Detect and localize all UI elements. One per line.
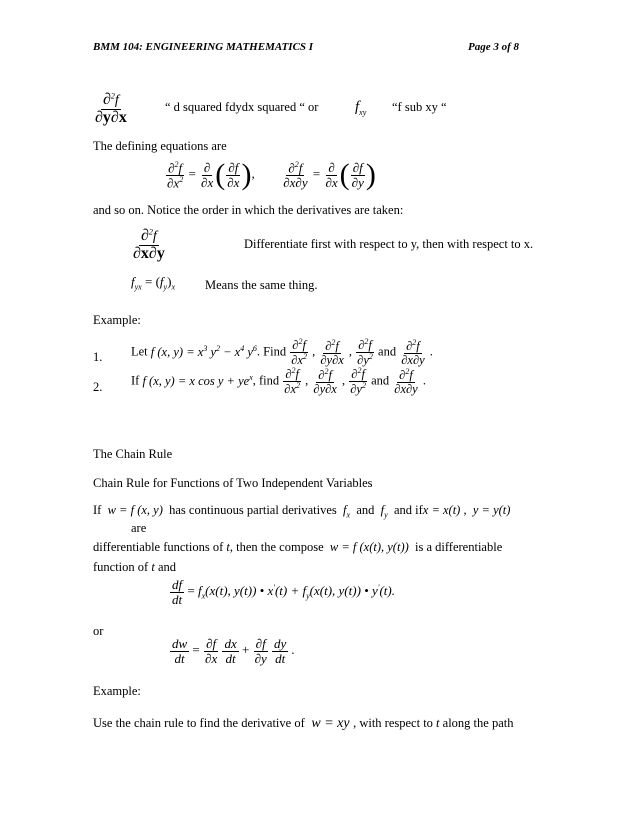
chain-rule-subtitle: Chain Rule for Functions of Two Independent Variables bbox=[93, 476, 373, 490]
chain-rule-formula-1: $\frac{df}{dt}$ = $f_x(x(t)$, y(t)) • $x'(t) + f_y(x(t)$, y(t)) • y'(t). bbox=[172, 577, 395, 607]
or-text: or bbox=[93, 624, 104, 638]
course-header: BMM 104: ENGINEERING MATHEMATICS I bbox=[93, 41, 314, 53]
differentiate-first-note: Differentiate first with respect to y, then with respect to x. bbox=[244, 237, 534, 251]
chain-example-line: Use the chain rule to find the derivative of w = xy , with respect to t along the path bbox=[93, 716, 514, 731]
page-number: Page 3 of 8 bbox=[468, 41, 520, 53]
fxy-symbol: $f_{xy}$ bbox=[355, 99, 367, 117]
order-note: and so on. Notice the order in which the derivatives are taken: bbox=[93, 203, 404, 217]
example-heading-2: Example: bbox=[93, 684, 141, 698]
defining-equations: $\frac{\partial^2f}{\partial x^2}$ = $\frac{\partial}{\partial x}$ ( $\frac{\partial f}{\partial x}$ ), $\frac{\partial^2f}{\partial x\partial y}$ = $\frac{\partial}{\partial x}$ ( $\frac{\partial f}{\partial y}$ ) bbox=[167, 158, 376, 191]
means-same-note: Means the same thing. bbox=[205, 278, 318, 292]
example-item-2: If f (x, y) = x $\cos y + ye^x$, find $\frac{\partial^2f}{\partial x^2}$ , $\frac{\partial^2f}{\partial y\partial x}$ , $\frac{\partial^2f}{\partial y^2}$ and $\frac{\partial^2f}{\partial x\partial y}$ . bbox=[131, 366, 426, 397]
intro-reading: “ d squared fdydx squared “ or bbox=[165, 100, 319, 114]
chain-paragraph-are: are bbox=[131, 521, 147, 535]
d2f-dydx-fraction: $\frac{\partial^2f}{\partial y\partial x}$ bbox=[95, 91, 127, 126]
chain-paragraph-line-1: If w = f (x, y) has continuous partial derivatives $f_x$ and $f_y$ and ifx = x(t) , y = y(t) bbox=[93, 503, 511, 520]
d2f-dxdy-fraction: $\frac{\partial^2f}{\partial x\partial y}$ bbox=[133, 227, 165, 262]
chain-paragraph-line-3: function of t and bbox=[93, 560, 176, 574]
defining-text: The defining equations are bbox=[93, 139, 227, 153]
chain-rule-title: The Chain Rule bbox=[93, 447, 173, 461]
chain-rule-formula-2: $\frac{dw}{dt}$ = $\frac{\partial f}{\partial x}$ $\frac{dx}{dt}$ + $\frac{\partial f}{\partial y}$ $\frac{dy}{dt}$ . bbox=[172, 636, 295, 666]
example-item-1: Let f (x, $y) = x^3$ $y^2 - x^4$ $y^6$. Find $\frac{\partial^2f}{\partial x^2}$ , $\frac{\partial^2f}{\partial y\partial x}$ , $\frac{\partial^2f}{\partial y^2}$ and $\frac{\partial^2f}{\partial x\partial y}$ . bbox=[131, 337, 433, 368]
fsub-reading: “f sub xy “ bbox=[392, 100, 447, 114]
fyx-equation: $f_{yx} = (f_y)_x$ bbox=[131, 274, 175, 292]
example-heading-1: Example: bbox=[93, 313, 141, 327]
example-item-2-number: 2. bbox=[93, 380, 103, 394]
chain-paragraph-line-2: differentiable functions of t, then the compose w = f (x(t), y(t)) is a differentiable bbox=[93, 540, 503, 554]
example-item-1-number: 1. bbox=[93, 350, 103, 364]
